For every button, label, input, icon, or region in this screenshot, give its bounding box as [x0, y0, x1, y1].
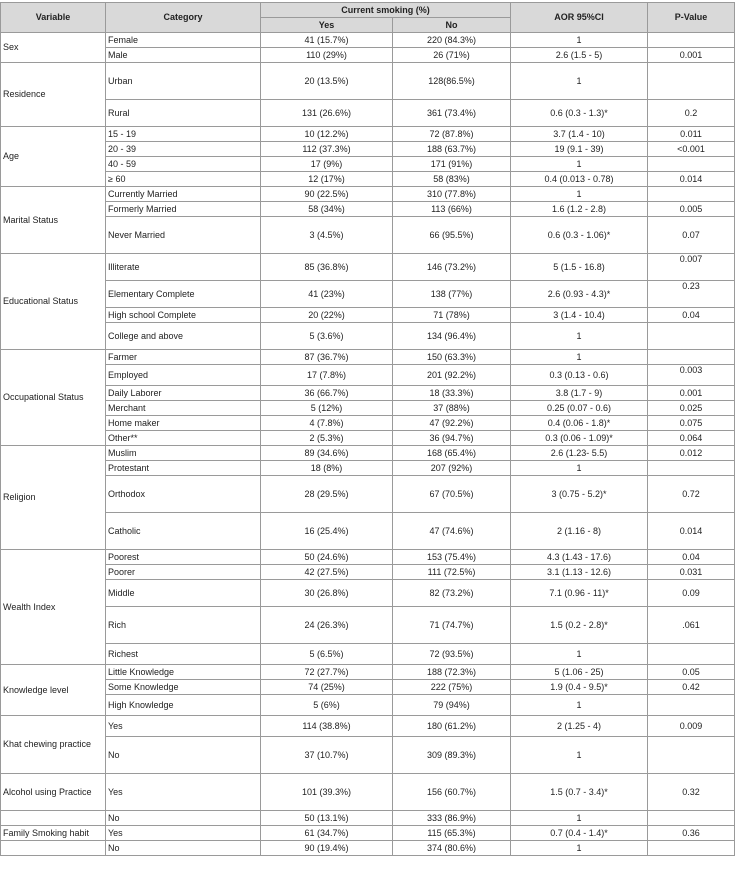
yes-cell: 20 (22%): [261, 308, 393, 323]
category-cell: Never Married: [106, 217, 261, 254]
no-cell: 66 (95.5%): [393, 217, 511, 254]
no-cell: 153 (75.4%): [393, 550, 511, 565]
table-row: [1, 826, 735, 841]
yes-cell: 30 (26.8%): [261, 580, 393, 607]
no-cell: 58 (83%): [393, 172, 511, 187]
category-cell: Daily Laborer: [106, 386, 261, 401]
table-row: [1, 565, 735, 580]
no-cell: 222 (75%): [393, 680, 511, 695]
pvalue-cell: 0.07: [648, 217, 735, 254]
header-no: No: [393, 18, 511, 33]
yes-cell: 5 (12%): [261, 401, 393, 416]
variable-cell: Marital Status: [1, 187, 106, 254]
variable-cell: Educational Status: [1, 254, 106, 350]
category-cell: Male: [106, 48, 261, 63]
pvalue-cell: 0.014: [648, 172, 735, 187]
aor-cell: 5 (1.06 - 25): [511, 665, 648, 680]
yes-cell: 17 (7.8%): [261, 365, 393, 386]
table-row: [1, 365, 735, 386]
aor-cell: 3 (0.75 - 5.2)*: [511, 476, 648, 513]
table-row: [1, 401, 735, 416]
yes-cell: 28 (29.5%): [261, 476, 393, 513]
no-cell: 71 (78%): [393, 308, 511, 323]
yes-cell: 114 (38.8%): [261, 716, 393, 737]
aor-cell: 1.5 (0.2 - 2.8)*: [511, 607, 648, 644]
pvalue-cell: <0.001: [648, 142, 735, 157]
category-cell: Yes: [106, 716, 261, 737]
aor-cell: 2.6 (0.93 - 4.3)*: [511, 281, 648, 308]
variable-cell-empty: [1, 811, 106, 826]
no-cell: 168 (65.4%): [393, 446, 511, 461]
yes-cell: 18 (8%): [261, 461, 393, 476]
table-row: [1, 774, 735, 811]
category-cell: Currently Married: [106, 187, 261, 202]
variable-cell: Family Smoking habit: [1, 826, 106, 841]
no-cell: 134 (96.4%): [393, 323, 511, 350]
aor-cell: 0.3 (0.06 - 1.09)*: [511, 431, 648, 446]
pvalue-cell: 0.72: [648, 476, 735, 513]
pvalue-cell: 0.23: [648, 281, 735, 308]
yes-cell: 37 (10.7%): [261, 737, 393, 774]
table-row: [1, 513, 735, 550]
aor-cell: 2 (1.16 - 8): [511, 513, 648, 550]
no-cell: 47 (92.2%): [393, 416, 511, 431]
no-cell: 128(86.5%): [393, 63, 511, 100]
pvalue-cell: 0.09: [648, 580, 735, 607]
aor-cell: 3.7 (1.4 - 10): [511, 127, 648, 142]
pvalue-cell: [648, 811, 735, 826]
yes-cell: 42 (27.5%): [261, 565, 393, 580]
no-cell: 138 (77%): [393, 281, 511, 308]
aor-cell: 1.9 (0.4 - 9.5)*: [511, 680, 648, 695]
no-cell: 113 (66%): [393, 202, 511, 217]
table-row: [1, 187, 735, 202]
aor-cell: 3.1 (1.13 - 12.6): [511, 565, 648, 580]
category-cell: ≥ 60: [106, 172, 261, 187]
no-cell: 333 (86.9%): [393, 811, 511, 826]
table-row: [1, 100, 735, 127]
pvalue-cell: 0.04: [648, 308, 735, 323]
aor-cell: 1: [511, 841, 648, 856]
yes-cell: 41 (15.7%): [261, 33, 393, 48]
pvalue-cell: 0.32: [648, 774, 735, 811]
aor-cell: 7.1 (0.96 - 11)*: [511, 580, 648, 607]
pvalue-cell: 0.2: [648, 100, 735, 127]
category-cell: Orthodox: [106, 476, 261, 513]
no-cell: 72 (93.5%): [393, 644, 511, 665]
aor-cell: 1: [511, 695, 648, 716]
pvalue-cell: 0.05: [648, 665, 735, 680]
aor-cell: 3.8 (1.7 - 9): [511, 386, 648, 401]
category-cell: Home maker: [106, 416, 261, 431]
no-cell: 156 (60.7%): [393, 774, 511, 811]
yes-cell: 61 (34.7%): [261, 826, 393, 841]
yes-cell: 24 (26.3%): [261, 607, 393, 644]
pvalue-cell: 0.42: [648, 680, 735, 695]
category-cell: 20 - 39: [106, 142, 261, 157]
category-cell: Middle: [106, 580, 261, 607]
no-cell: 67 (70.5%): [393, 476, 511, 513]
pvalue-cell: 0.064: [648, 431, 735, 446]
category-cell: Poorest: [106, 550, 261, 565]
yes-cell: 85 (36.8%): [261, 254, 393, 281]
yes-cell: 5 (3.6%): [261, 323, 393, 350]
no-cell: 180 (61.2%): [393, 716, 511, 737]
table-row: [1, 446, 735, 461]
variable-cell: Occupational Status: [1, 350, 106, 446]
table-row: [1, 841, 735, 856]
pvalue-cell: [648, 63, 735, 100]
yes-cell: 5 (6%): [261, 695, 393, 716]
variable-cell: Knowledge level: [1, 665, 106, 716]
category-cell: Muslim: [106, 446, 261, 461]
table-row: [1, 386, 735, 401]
aor-cell: 1: [511, 737, 648, 774]
category-cell: Rural: [106, 100, 261, 127]
aor-cell: 1: [511, 323, 648, 350]
yes-cell: 36 (66.7%): [261, 386, 393, 401]
category-cell: Catholic: [106, 513, 261, 550]
table-row: [1, 737, 735, 774]
table-row: [1, 716, 735, 737]
table-row: [1, 695, 735, 716]
pvalue-cell: 0.001: [648, 48, 735, 63]
no-cell: 361 (73.4%): [393, 100, 511, 127]
pvalue-cell: 0.011: [648, 127, 735, 142]
table-row: [1, 63, 735, 100]
no-cell: 309 (89.3%): [393, 737, 511, 774]
aor-cell: 0.3 (0.13 - 0.6): [511, 365, 648, 386]
pvalue-cell: 0.025: [648, 401, 735, 416]
table-row: [1, 665, 735, 680]
category-cell: Richest: [106, 644, 261, 665]
pvalue-cell: [648, 350, 735, 365]
yes-cell: 2 (5.3%): [261, 431, 393, 446]
pvalue-cell: [648, 461, 735, 476]
no-cell: 150 (63.3%): [393, 350, 511, 365]
yes-cell: 90 (19.4%): [261, 841, 393, 856]
table-row: [1, 607, 735, 644]
pvalue-cell: 0.005: [648, 202, 735, 217]
yes-cell: 90 (22.5%): [261, 187, 393, 202]
table-header: [1, 3, 735, 33]
pvalue-cell: 0.012: [648, 446, 735, 461]
no-cell: 26 (71%): [393, 48, 511, 63]
table-row: [1, 580, 735, 607]
aor-cell: 3 (1.4 - 10.4): [511, 308, 648, 323]
category-cell: High Knowledge: [106, 695, 261, 716]
table-row: [1, 431, 735, 446]
yes-cell: 50 (24.6%): [261, 550, 393, 565]
yes-cell: 10 (12.2%): [261, 127, 393, 142]
table-row: [1, 202, 735, 217]
pvalue-cell: [648, 33, 735, 48]
pvalue-cell: .061: [648, 607, 735, 644]
table-row: [1, 811, 735, 826]
category-cell: No: [106, 811, 261, 826]
category-cell: Illiterate: [106, 254, 261, 281]
category-cell: Poorer: [106, 565, 261, 580]
no-cell: 188 (72.3%): [393, 665, 511, 680]
category-cell: High school Complete: [106, 308, 261, 323]
yes-cell: 5 (6.5%): [261, 644, 393, 665]
no-cell: 310 (77.8%): [393, 187, 511, 202]
category-cell: Farmer: [106, 350, 261, 365]
aor-cell: 0.25 (0.07 - 0.6): [511, 401, 648, 416]
results-table: [0, 2, 735, 856]
aor-cell: 0.6 (0.3 - 1.06)*: [511, 217, 648, 254]
table-row: [1, 142, 735, 157]
header-yes: Yes: [261, 18, 393, 33]
yes-cell: 89 (34.6%): [261, 446, 393, 461]
no-cell: 82 (73.2%): [393, 580, 511, 607]
aor-cell: 1: [511, 157, 648, 172]
table-row: [1, 308, 735, 323]
yes-cell: 12 (17%): [261, 172, 393, 187]
no-cell: 79 (94%): [393, 695, 511, 716]
table-row: [1, 254, 735, 281]
yes-cell: 16 (25.4%): [261, 513, 393, 550]
no-cell: 37 (88%): [393, 401, 511, 416]
table-row: [1, 644, 735, 665]
yes-cell: 131 (26.6%): [261, 100, 393, 127]
no-cell: 71 (74.7%): [393, 607, 511, 644]
aor-cell: 1.5 (0.7 - 3.4)*: [511, 774, 648, 811]
category-cell: College and above: [106, 323, 261, 350]
aor-cell: 2.6 (1.23- 5.5): [511, 446, 648, 461]
category-cell: Employed: [106, 365, 261, 386]
pvalue-cell: 0.36: [648, 826, 735, 841]
table-row: [1, 157, 735, 172]
table-row: [1, 33, 735, 48]
table-row: [1, 416, 735, 431]
no-cell: 72 (87.8%): [393, 127, 511, 142]
no-cell: 201 (92.2%): [393, 365, 511, 386]
pvalue-cell: 0.003: [648, 365, 735, 386]
category-cell: Little Knowledge: [106, 665, 261, 680]
table-row: [1, 281, 735, 308]
variable-cell-empty: [1, 841, 106, 856]
category-cell: No: [106, 737, 261, 774]
variable-cell: Residence: [1, 63, 106, 127]
aor-cell: 1: [511, 187, 648, 202]
table-row: [1, 127, 735, 142]
header-category: Category: [106, 3, 261, 33]
aor-cell: 4.3 (1.43 - 17.6): [511, 550, 648, 565]
aor-cell: 0.6 (0.3 - 1.3)*: [511, 100, 648, 127]
aor-cell: 2 (1.25 - 4): [511, 716, 648, 737]
category-cell: Female: [106, 33, 261, 48]
table-row: [1, 323, 735, 350]
pvalue-cell: [648, 841, 735, 856]
pvalue-cell: 0.04: [648, 550, 735, 565]
yes-cell: 110 (29%): [261, 48, 393, 63]
pvalue-cell: 0.075: [648, 416, 735, 431]
pvalue-cell: 0.031: [648, 565, 735, 580]
aor-cell: 0.4 (0.013 - 0.78): [511, 172, 648, 187]
no-cell: 207 (92%): [393, 461, 511, 476]
category-cell: Yes: [106, 826, 261, 841]
variable-cell: Wealth Index: [1, 550, 106, 665]
pvalue-cell: [648, 737, 735, 774]
aor-cell: 19 (9.1 - 39): [511, 142, 648, 157]
no-cell: 36 (94.7%): [393, 431, 511, 446]
yes-cell: 101 (39.3%): [261, 774, 393, 811]
header-aor: AOR 95%CI: [511, 3, 648, 33]
category-cell: Merchant: [106, 401, 261, 416]
pvalue-cell: 0.009: [648, 716, 735, 737]
category-cell: Elementary Complete: [106, 281, 261, 308]
no-cell: 374 (80.6%): [393, 841, 511, 856]
category-cell: 15 - 19: [106, 127, 261, 142]
table-row: [1, 172, 735, 187]
no-cell: 171 (91%): [393, 157, 511, 172]
pvalue-cell: [648, 695, 735, 716]
aor-cell: 1: [511, 644, 648, 665]
pvalue-cell: 0.007: [648, 254, 735, 281]
category-cell: Protestant: [106, 461, 261, 476]
table-row: [1, 48, 735, 63]
variable-cell: Religion: [1, 446, 106, 550]
category-cell: Formerly Married: [106, 202, 261, 217]
variable-cell: Sex: [1, 33, 106, 63]
table-body: [1, 33, 735, 856]
variable-cell: Khat chewing practice: [1, 716, 106, 774]
yes-cell: 20 (13.5%): [261, 63, 393, 100]
aor-cell: 1: [511, 350, 648, 365]
category-cell: Urban: [106, 63, 261, 100]
no-cell: 111 (72.5%): [393, 565, 511, 580]
yes-cell: 4 (7.8%): [261, 416, 393, 431]
yes-cell: 50 (13.1%): [261, 811, 393, 826]
table-row: [1, 217, 735, 254]
no-cell: 146 (73.2%): [393, 254, 511, 281]
no-cell: 220 (84.3%): [393, 33, 511, 48]
aor-cell: 1: [511, 33, 648, 48]
table-row: [1, 680, 735, 695]
table-row: [1, 476, 735, 513]
aor-cell: 0.4 (0.06 - 1.8)*: [511, 416, 648, 431]
pvalue-cell: [648, 644, 735, 665]
no-cell: 18 (33.3%): [393, 386, 511, 401]
yes-cell: 3 (4.5%): [261, 217, 393, 254]
no-cell: 188 (63.7%): [393, 142, 511, 157]
yes-cell: 74 (25%): [261, 680, 393, 695]
table-row: [1, 350, 735, 365]
no-cell: 47 (74.6%): [393, 513, 511, 550]
category-cell: Yes: [106, 774, 261, 811]
table-row: [1, 550, 735, 565]
category-cell: Other**: [106, 431, 261, 446]
aor-cell: 5 (1.5 - 16.8): [511, 254, 648, 281]
header-pvalue: P-Value: [648, 3, 735, 33]
yes-cell: 58 (34%): [261, 202, 393, 217]
variable-cell: Age: [1, 127, 106, 187]
table-row: [1, 461, 735, 476]
header-variable: Variable: [1, 3, 106, 33]
category-cell: Some Knowledge: [106, 680, 261, 695]
pvalue-cell: [648, 187, 735, 202]
yes-cell: 87 (36.7%): [261, 350, 393, 365]
aor-cell: 1: [511, 63, 648, 100]
aor-cell: 0.7 (0.4 - 1.4)*: [511, 826, 648, 841]
yes-cell: 112 (37.3%): [261, 142, 393, 157]
variable-cell: Alcohol using Practice: [1, 774, 106, 811]
yes-cell: 41 (23%): [261, 281, 393, 308]
pvalue-cell: [648, 157, 735, 172]
pvalue-cell: [648, 323, 735, 350]
aor-cell: 1: [511, 461, 648, 476]
aor-cell: 1: [511, 811, 648, 826]
header-current-smoking: Current smoking (%): [261, 3, 511, 18]
category-cell: 40 - 59: [106, 157, 261, 172]
pvalue-cell: 0.014: [648, 513, 735, 550]
yes-cell: 72 (27.7%): [261, 665, 393, 680]
aor-cell: 2.6 (1.5 - 5): [511, 48, 648, 63]
yes-cell: 17 (9%): [261, 157, 393, 172]
aor-cell: 1.6 (1.2 - 2.8): [511, 202, 648, 217]
category-cell: No: [106, 841, 261, 856]
category-cell: Rich: [106, 607, 261, 644]
pvalue-cell: 0.001: [648, 386, 735, 401]
no-cell: 115 (65.3%): [393, 826, 511, 841]
